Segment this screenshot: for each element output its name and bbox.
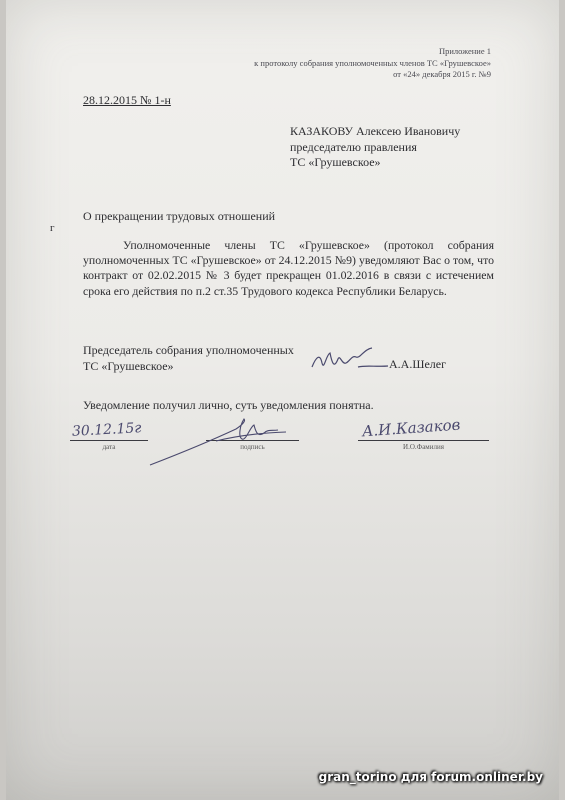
document-page	[6, 0, 559, 800]
chair-title-line-1: Председатель собрания уполномоченных	[83, 343, 294, 357]
name-line	[358, 440, 489, 441]
date-line	[70, 440, 148, 441]
appendix-header	[254, 46, 491, 81]
caption-name: И.О.Фамилия	[403, 443, 444, 451]
chair-block	[83, 343, 294, 374]
chair-title-line-2: ТС «Грушевское»	[83, 358, 174, 373]
addressee-name: КАЗАКОВУ Алексею Ивановичу	[290, 124, 461, 138]
appendix-line-2: к протоколу собрания уполномоченных членов ТС «Грушевское»	[254, 57, 491, 68]
signature-line	[206, 440, 299, 441]
appendix-line-3: от «24» декабря 2015 г. №9	[393, 69, 491, 79]
caption-signature: подпись	[240, 443, 265, 451]
margin-mark: г	[50, 222, 55, 234]
appendix-line-1: Приложение 1	[439, 46, 491, 56]
body-paragraph: Уполномоченные члены ТС «Грушевское» (протокол собрания уполномоченных ТС «Грушевское» от 24.12.2015 №9) уведомляют Вас о том, что контракт от 02.02.2015 № 3 будет прекращен 01.02.2016 в связи с истечением срока его действия по п.2 ст.35 Трудового кодекса Республики Беларусь.	[83, 238, 494, 298]
handwritten-name: А.И.Казаков	[361, 415, 461, 441]
handwritten-date: 30.12.15г	[71, 420, 142, 440]
notice-line: Уведомление получил лично, суть уведомления понятна.	[83, 398, 374, 412]
subject-line: О прекращении трудовых отношений	[83, 209, 276, 223]
reference-number: 28.12.2015 № 1-н	[83, 93, 171, 107]
addressee-position: председателю правления	[290, 139, 417, 154]
chair-name: А.А.Шелег	[389, 357, 446, 371]
caption-date: дата	[102, 443, 116, 451]
chair-signature	[306, 345, 391, 375]
addressee-block	[290, 124, 460, 171]
addressee-org: ТС «Грушевское»	[290, 155, 381, 169]
watermark: gran_torino для forum.onliner.by	[318, 770, 543, 784]
